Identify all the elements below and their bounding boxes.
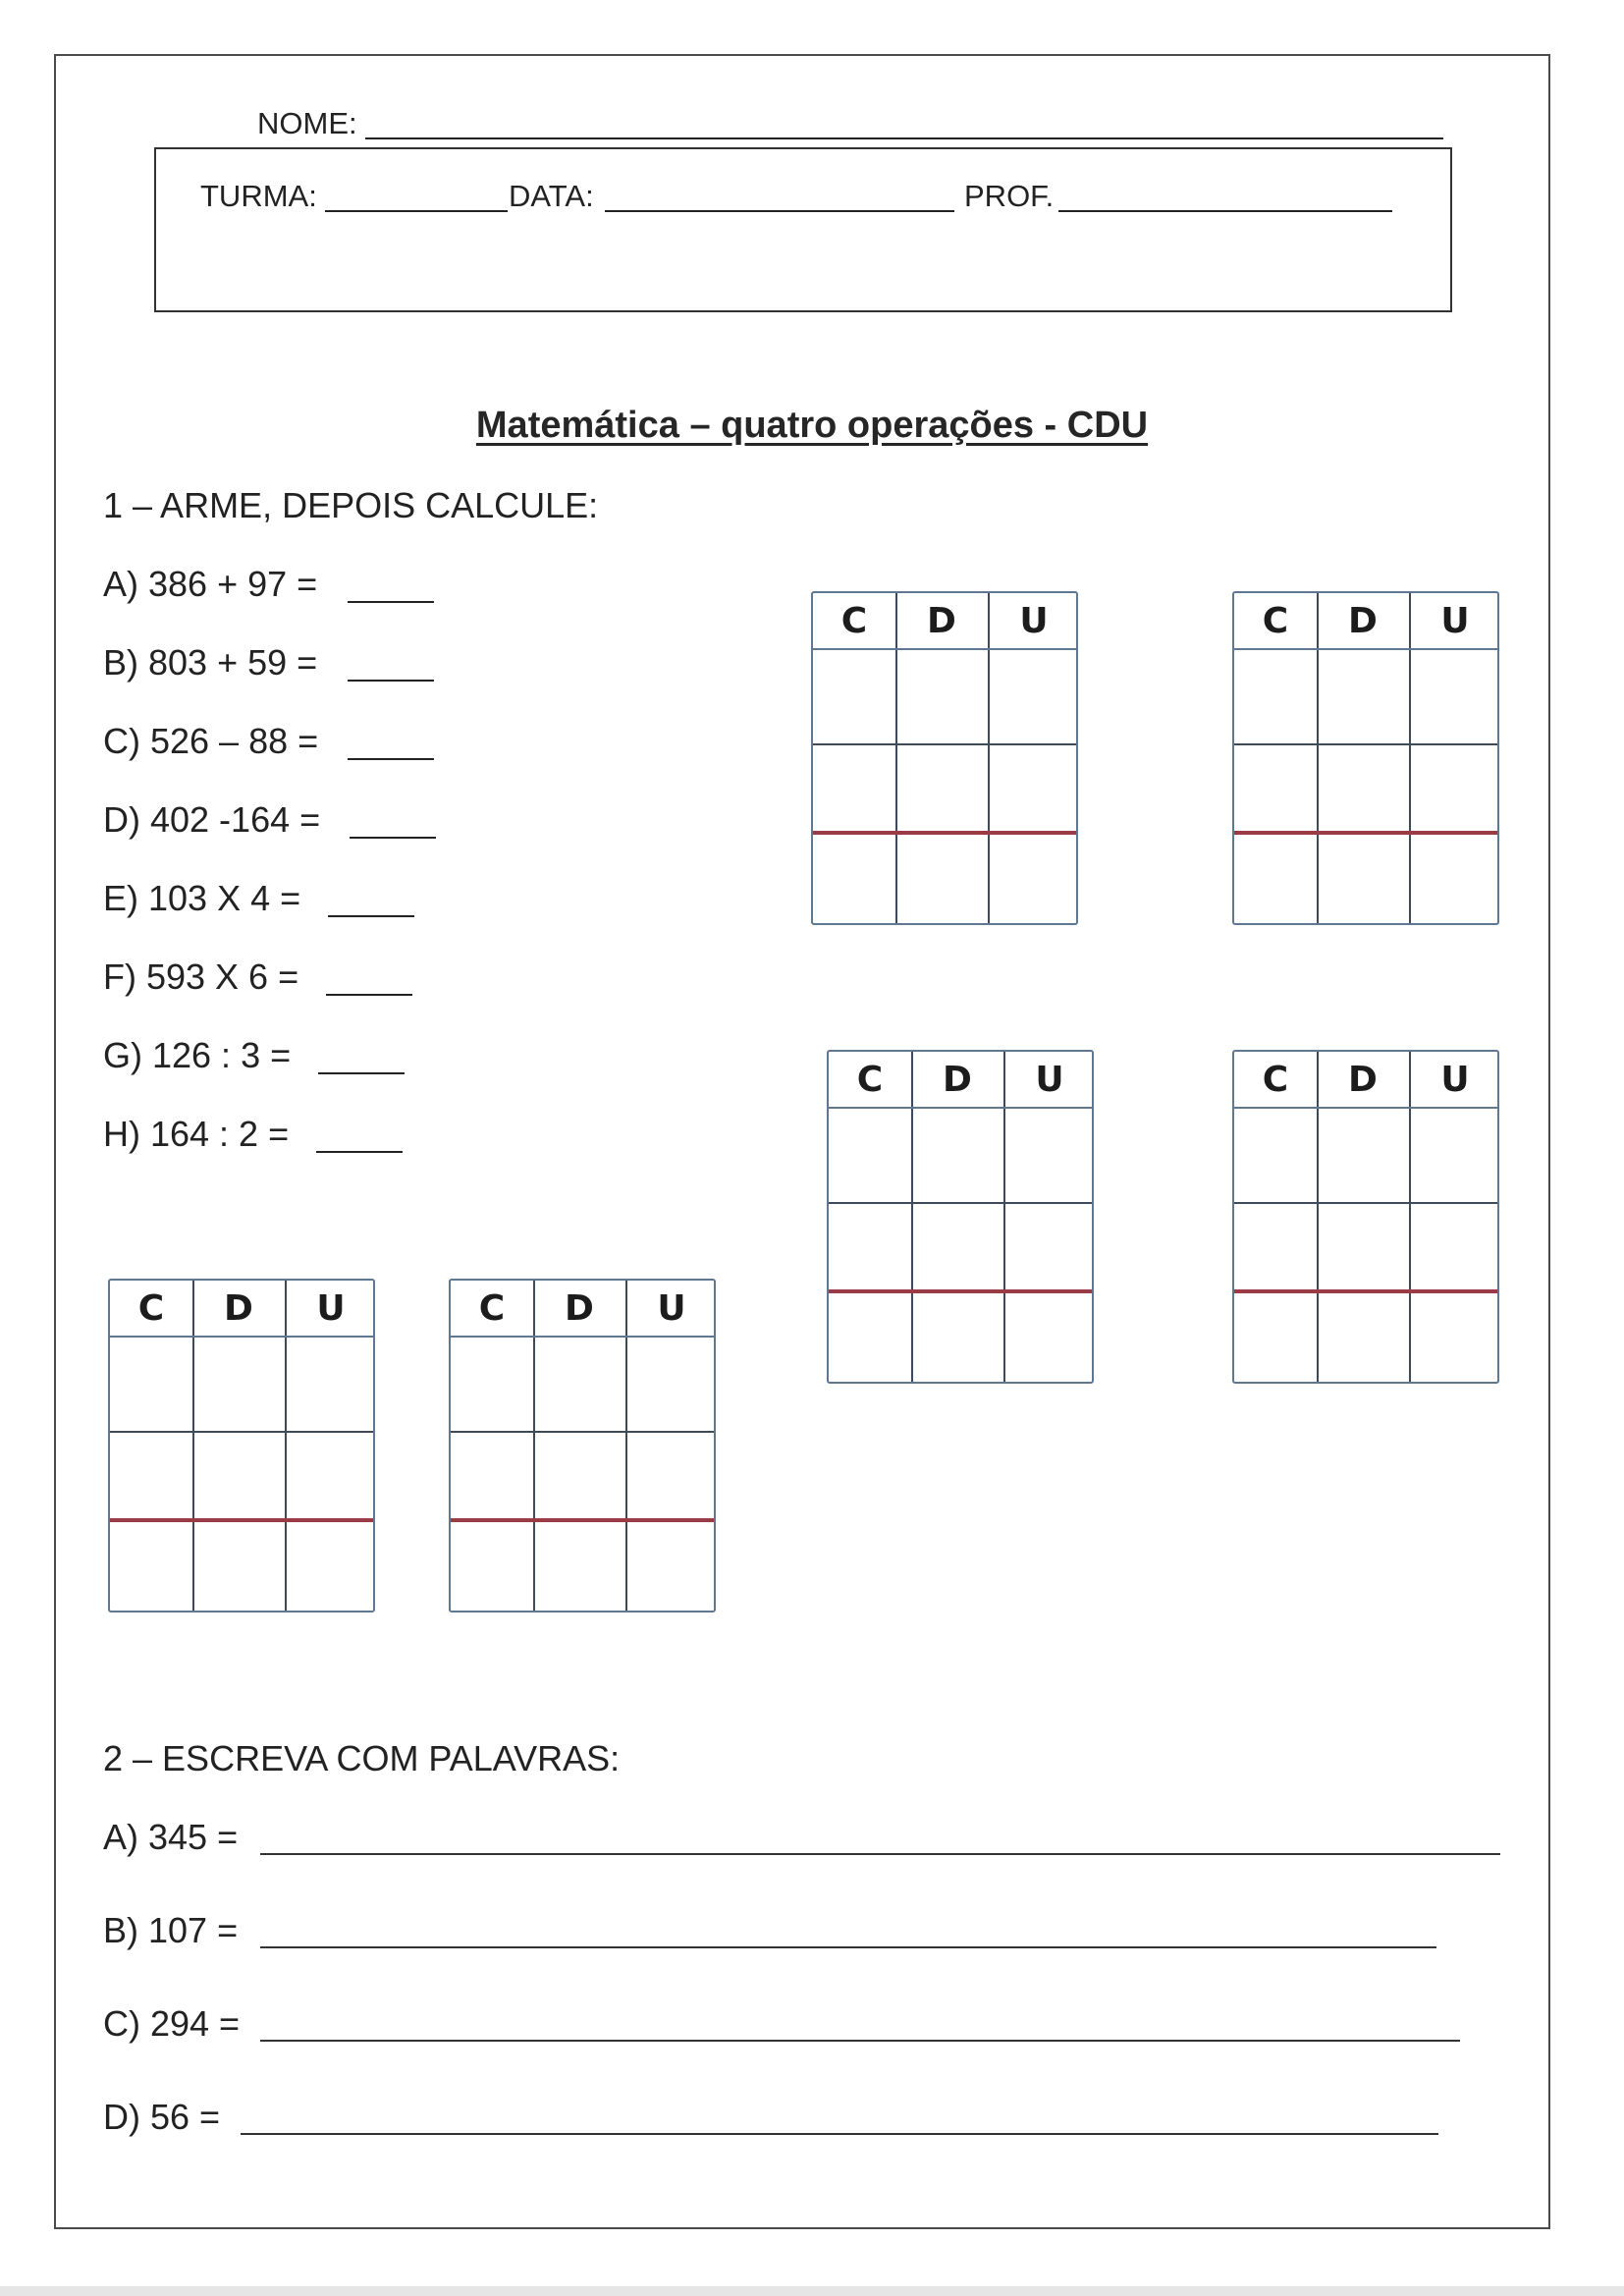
exercise-g: G) 126 : 3 = <box>103 1035 292 1075</box>
cdu-grid[interactable] <box>827 1050 1094 1384</box>
answer-blank-h[interactable] <box>316 1151 403 1153</box>
words-line-d[interactable] <box>241 2133 1438 2135</box>
turma-field[interactable] <box>325 210 508 212</box>
cdu-grid[interactable] <box>449 1279 716 1613</box>
words-item-c: C) 294 = <box>103 2003 241 2044</box>
header-box <box>154 147 1452 312</box>
nome-label: NOME: <box>257 106 357 140</box>
grid-header-c: C <box>137 1288 165 1329</box>
grid-header-u: U <box>316 1288 346 1329</box>
data-field[interactable] <box>605 210 954 212</box>
exercise-e: E) 103 X 4 = <box>103 878 301 918</box>
worksheet-title: Matemática – quatro operações - CDU <box>475 405 1149 446</box>
grid-header-c: C <box>1262 1060 1289 1100</box>
grid-header-u: U <box>1440 1060 1470 1100</box>
exercise-c: C) 526 – 88 = <box>103 721 319 761</box>
grid-header-d: D <box>1348 601 1378 641</box>
words-item-b: B) 107 = <box>103 1910 239 1950</box>
section1-heading: 1 – ARME, DEPOIS CALCULE: <box>103 485 599 525</box>
words-item-a: A) 345 = <box>103 1817 239 1857</box>
grid-header-d: D <box>224 1288 253 1329</box>
prof-label: PROF. <box>964 179 1055 213</box>
grid-header-u: U <box>1035 1060 1064 1100</box>
grid-header-d: D <box>943 1060 972 1100</box>
answer-blank-f[interactable] <box>326 994 412 996</box>
grid-header-d: D <box>1348 1060 1378 1100</box>
grid-header-c: C <box>478 1288 506 1329</box>
answer-blank-c[interactable] <box>348 758 434 760</box>
grid-header-u: U <box>1440 601 1470 641</box>
cdu-grid[interactable] <box>1232 591 1499 925</box>
grid-header-c: C <box>1262 601 1289 641</box>
answer-blank-a[interactable] <box>348 601 434 603</box>
words-item-d: D) 56 = <box>103 2097 221 2137</box>
words-line-a[interactable] <box>260 1853 1500 1855</box>
grid-header-d: D <box>927 601 956 641</box>
exercise-a: A) 386 + 97 = <box>103 564 318 604</box>
answer-blank-e[interactable] <box>328 915 414 917</box>
exercise-d: D) 402 -164 = <box>103 799 321 840</box>
scan-bottom-edge <box>0 2286 1624 2296</box>
data-label: DATA: <box>509 179 594 213</box>
nome-field[interactable] <box>365 137 1443 139</box>
cdu-grid[interactable] <box>811 591 1078 925</box>
cdu-grid[interactable] <box>108 1279 375 1613</box>
exercise-b: B) 803 + 59 = <box>103 642 318 683</box>
words-line-c[interactable] <box>260 2040 1460 2042</box>
prof-field[interactable] <box>1058 210 1392 212</box>
section2-heading: 2 – ESCREVA COM PALAVRAS: <box>103 1738 621 1778</box>
grid-header-u: U <box>657 1288 686 1329</box>
exercise-f: F) 593 X 6 = <box>103 957 299 997</box>
grid-header-c: C <box>840 601 868 641</box>
answer-blank-d[interactable] <box>350 837 436 839</box>
answer-blank-g[interactable] <box>318 1072 405 1074</box>
turma-label: TURMA: <box>200 179 317 213</box>
exercise-h: H) 164 : 2 = <box>103 1114 290 1154</box>
words-line-b[interactable] <box>260 1946 1436 1948</box>
grid-header-c: C <box>856 1060 884 1100</box>
cdu-grid[interactable] <box>1232 1050 1499 1384</box>
grid-header-u: U <box>1019 601 1049 641</box>
answer-blank-b[interactable] <box>348 680 434 682</box>
grid-header-d: D <box>565 1288 594 1329</box>
